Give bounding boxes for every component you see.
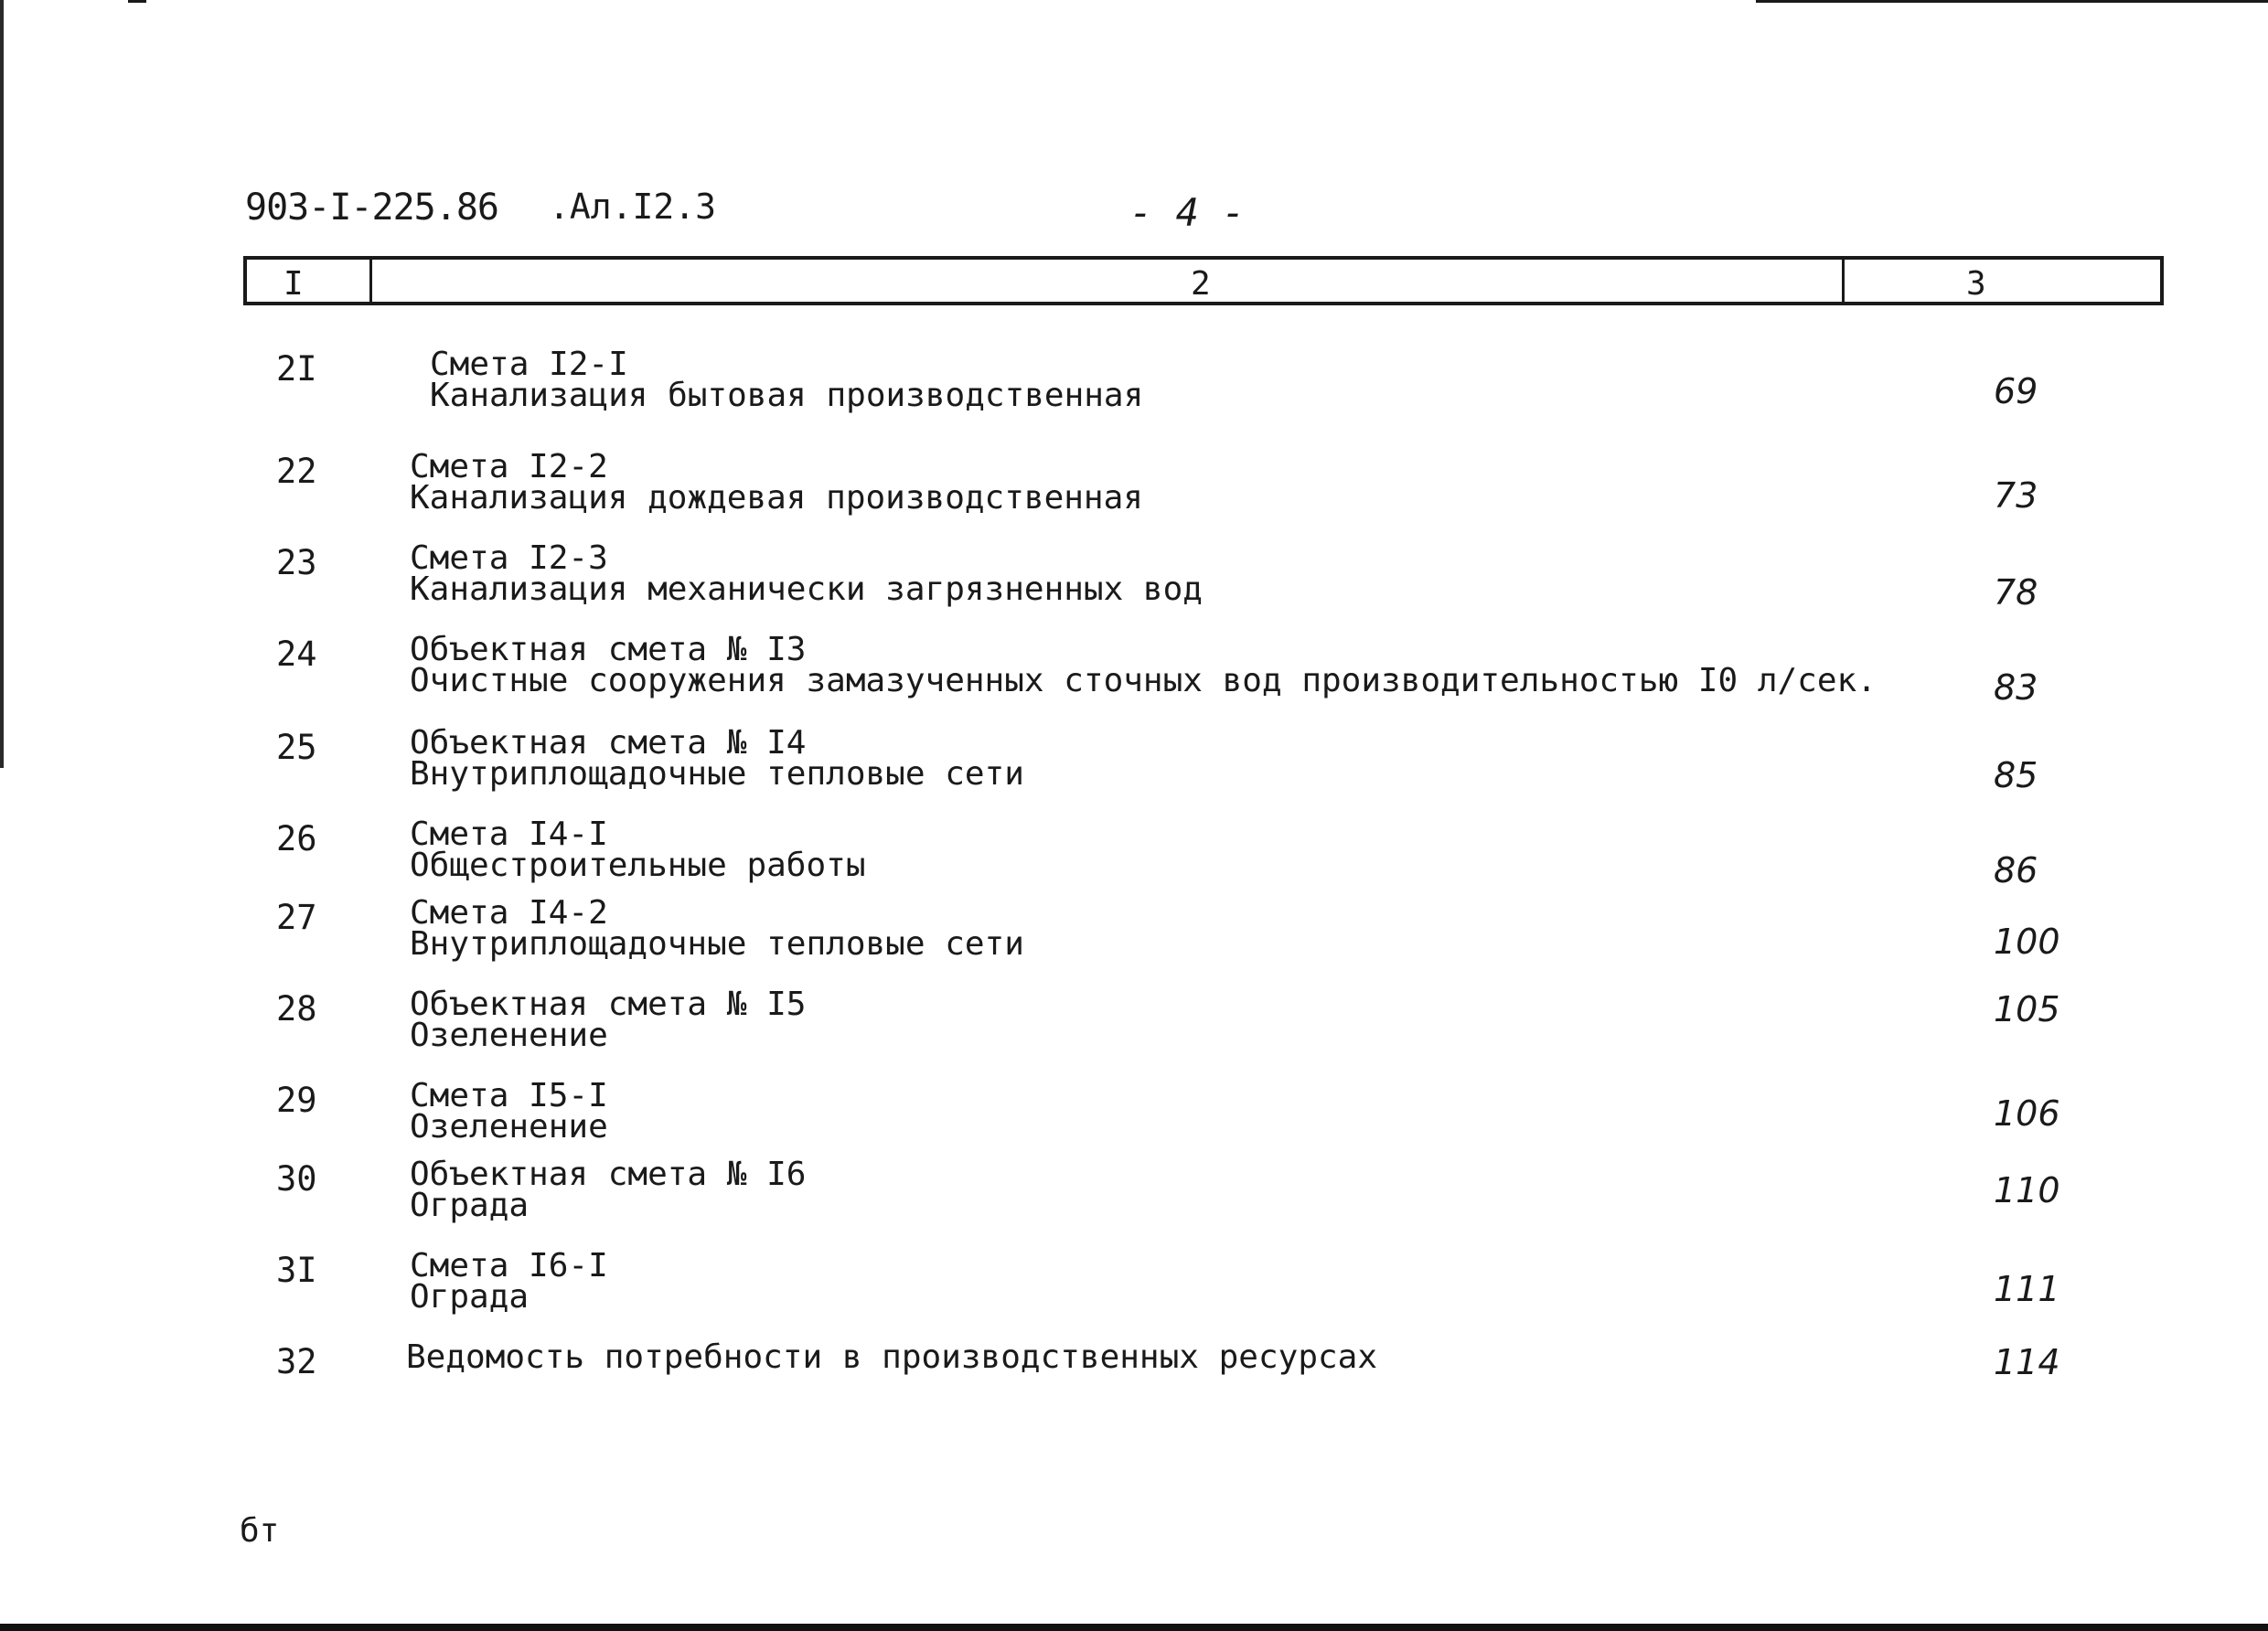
item-page: 110 (1994, 1170, 2060, 1210)
column-header-2: 2 (1191, 265, 1211, 303)
item-number: 27 (276, 898, 317, 937)
document-code: 903-I-225.86 (245, 187, 498, 229)
item-page: 69 (1994, 371, 2038, 411)
column-header-1: I (284, 265, 304, 303)
item-title: Смета I6-I Ограда (410, 1247, 608, 1316)
scan-top-mark (128, 0, 146, 3)
item-number: 2I (276, 349, 317, 389)
item-title: Объектная смета № I6 Ограда (410, 1156, 807, 1224)
item-number: 25 (276, 728, 317, 767)
column-header-table (243, 256, 2164, 305)
page-number: - 4 - (1129, 190, 1246, 235)
item-page: 83 (1994, 667, 2038, 708)
column-header-3: 3 (1966, 265, 1986, 303)
item-page: 114 (1994, 1342, 2060, 1382)
item-page: 86 (1994, 850, 2038, 890)
item-number: 24 (276, 634, 317, 674)
item-title: Смета I4-2 Внутриплощадочные тепловые сети (410, 894, 1024, 963)
item-number: 22 (276, 452, 317, 491)
scan-top-edge (1756, 0, 2268, 3)
item-title: Объектная смета № I4 Внутриплощадочные тепловые сети (410, 724, 1024, 793)
item-page: 85 (1994, 755, 2038, 795)
item-title: Смета I2-3 Канализация механически загрязненных вод (410, 539, 1203, 608)
scan-left-edge (0, 0, 4, 768)
item-title: Смета I2-I Канализация бытовая производственная (430, 346, 1144, 414)
item-page: 73 (1994, 475, 2038, 516)
item-number: 3I (276, 1251, 317, 1290)
column-divider (1842, 260, 1845, 302)
column-divider (369, 260, 372, 302)
item-number: 23 (276, 543, 317, 582)
item-title: Ведомость потребности в производственных ресурсах (406, 1338, 1378, 1376)
item-title: Смета I4-I Общестроительные работы (410, 816, 866, 884)
item-title: Объектная смета № I5 Озеленение (410, 986, 807, 1054)
item-number: 28 (276, 989, 317, 1029)
item-number: 30 (276, 1159, 317, 1199)
item-number: 29 (276, 1081, 317, 1120)
item-page: 78 (1994, 572, 2038, 613)
item-title: Объектная смета № I3 Очистные сооружения замазученных сточных вод производительностью I0 л/сек. (410, 631, 1877, 699)
item-page: 111 (1994, 1269, 2060, 1309)
item-title: Смета I5-I Озеленение (410, 1077, 608, 1146)
item-number: 32 (276, 1342, 317, 1381)
scan-bottom-edge (0, 1624, 2268, 1631)
item-page: 100 (1994, 922, 2060, 962)
item-page: 106 (1994, 1093, 2060, 1134)
item-title: Смета I2-2 Канализация дождевая производственная (410, 448, 1143, 517)
item-number: 26 (276, 819, 317, 858)
sheet-reference: .Ал.I2.3 (549, 187, 717, 227)
item-page: 105 (1994, 989, 2060, 1029)
footer-mark: бт (240, 1512, 280, 1550)
